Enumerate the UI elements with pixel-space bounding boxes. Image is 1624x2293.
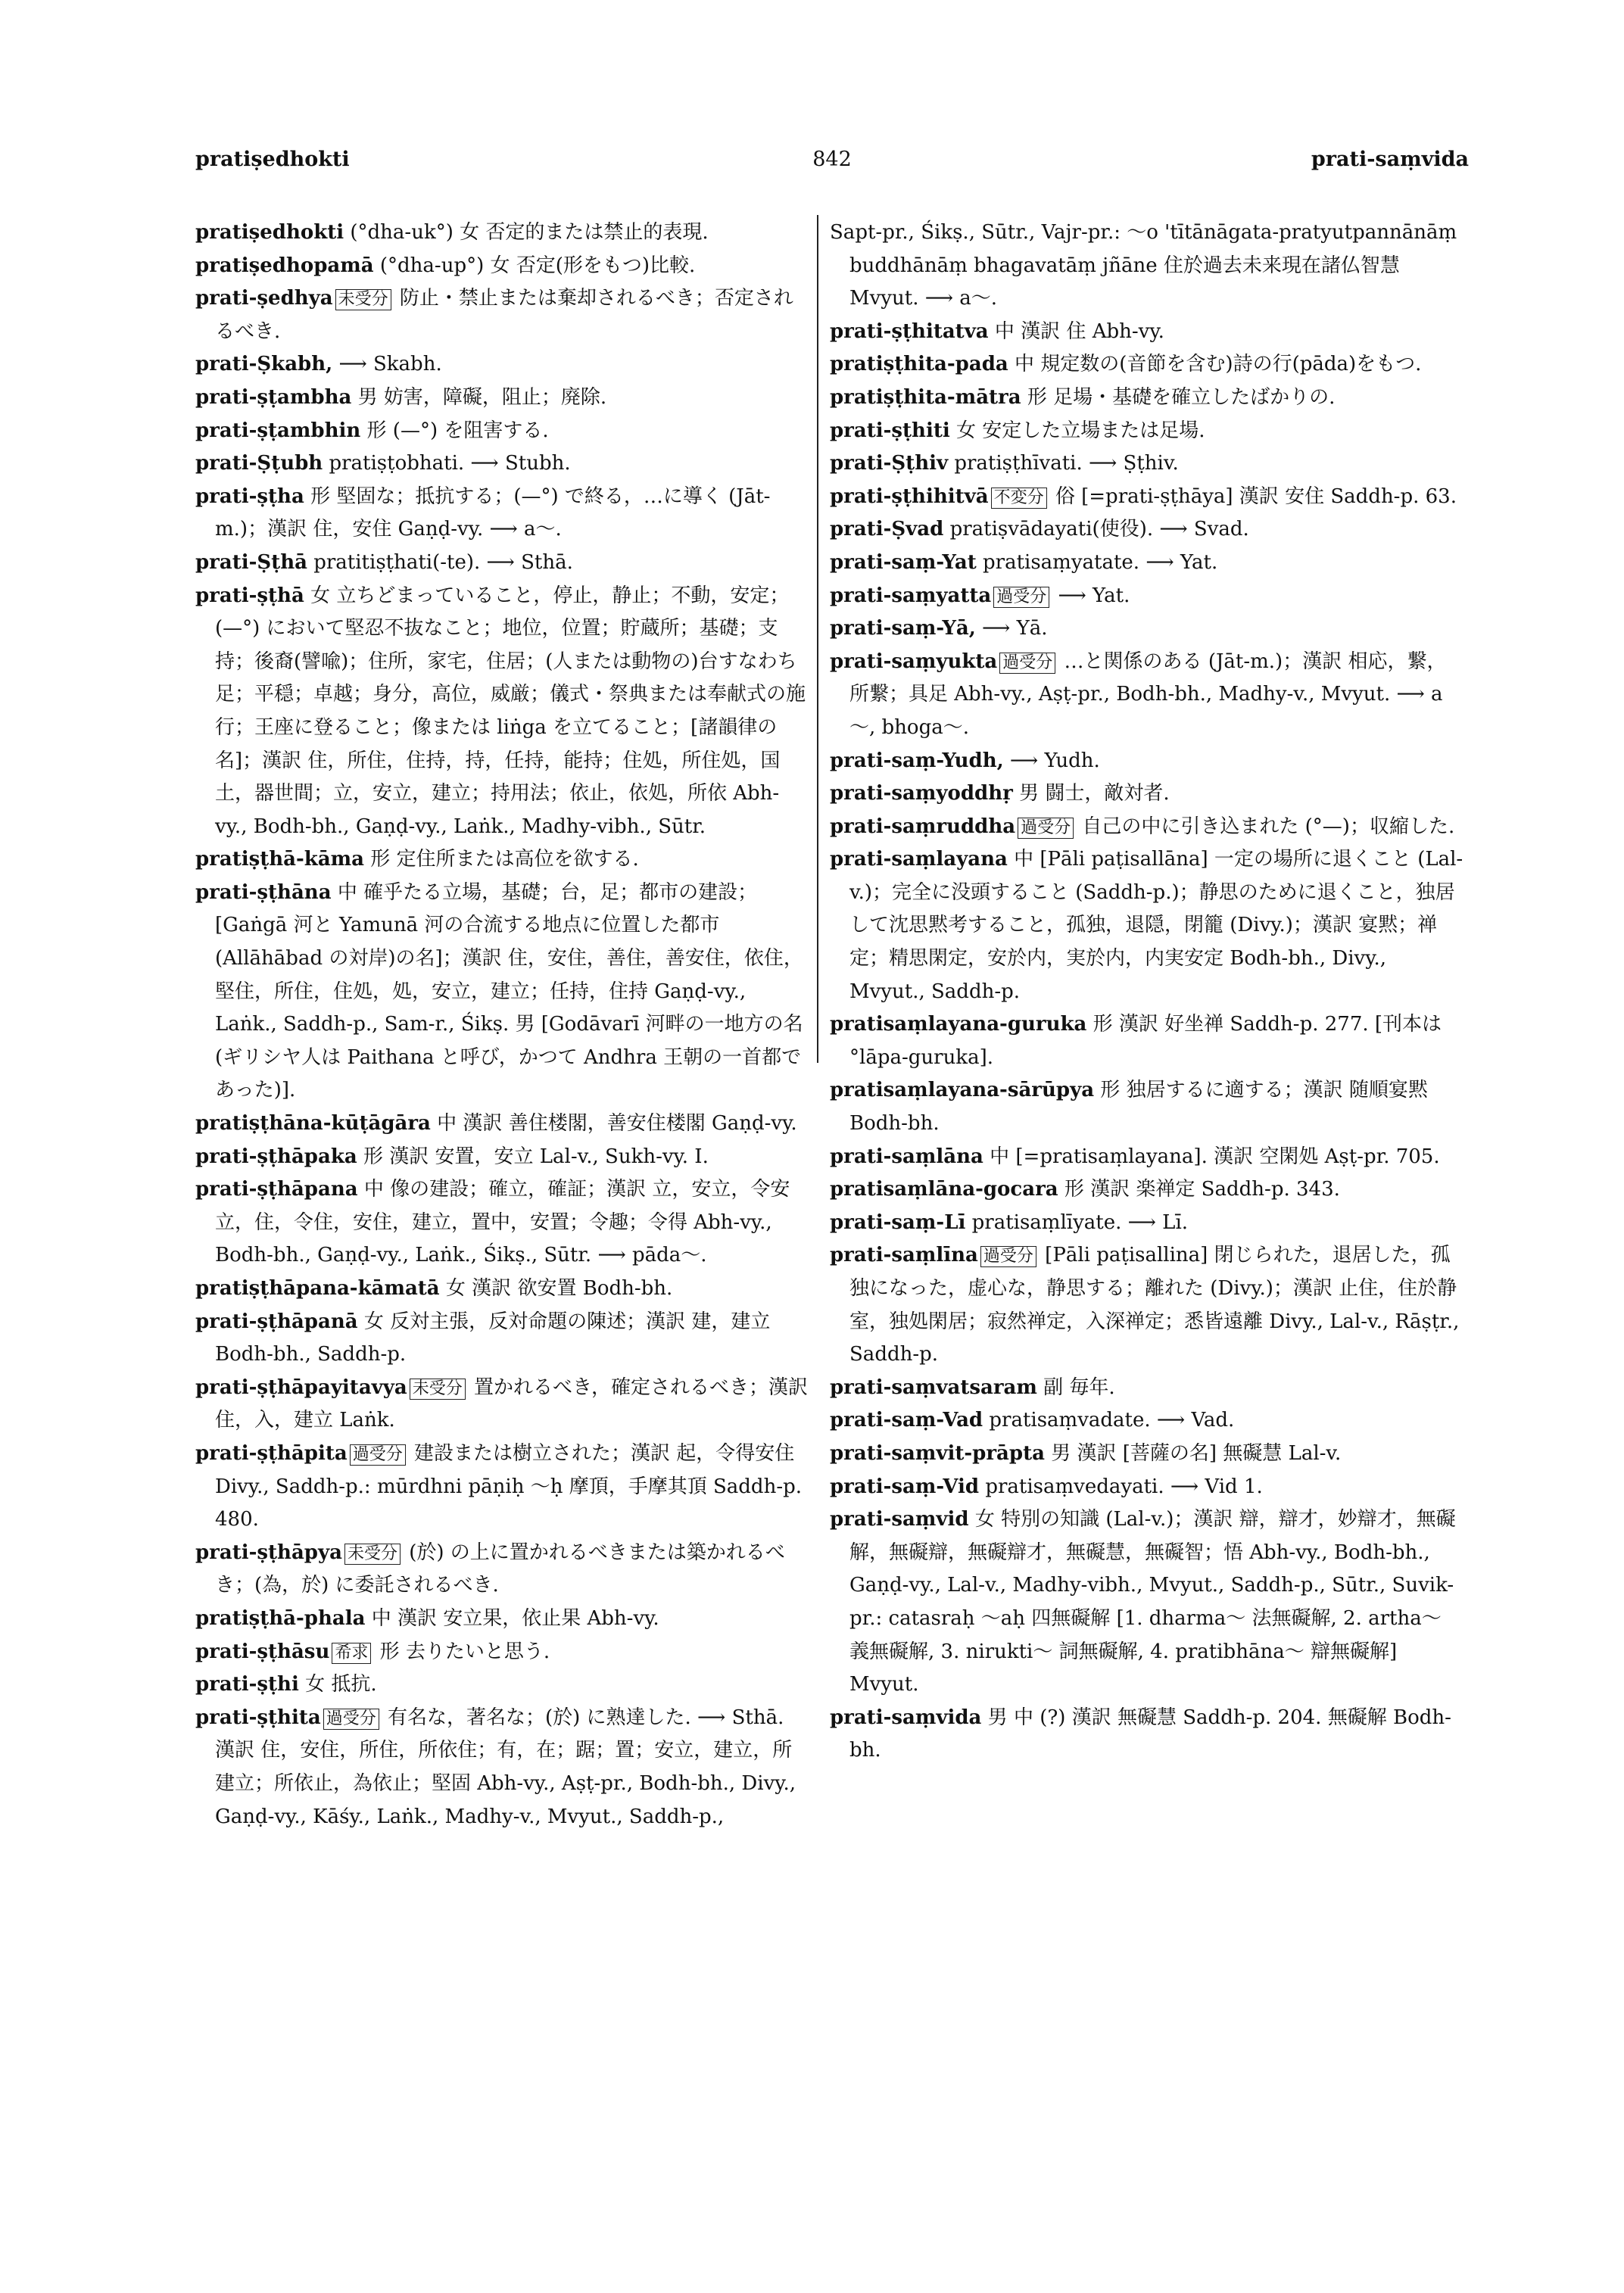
dictionary-entry [830,843,1466,1008]
dictionary-entry [195,1141,809,1174]
dictionary-entry [830,777,1466,811]
entry-headword: prati-ṣṭha [195,484,304,508]
grammar-badge: 過受分 [980,1246,1036,1267]
entry-headword: prati-saṃlīna [830,1244,978,1267]
entry-headword: prati-Ṣṭhā [195,550,307,574]
entry-definition: 男 漢訳 [菩薩の名] 無礙慧 Lal-v. [1044,1441,1342,1465]
dictionary-entry [830,1239,1466,1371]
entry-headword: prati-ṣṭhāpaka [195,1145,357,1168]
entry-definition: (°dha-uk°) 女 否定的または禁止的表現. [344,221,709,244]
entry-definition: 形 去りたいと思う. [373,1640,550,1663]
entry-headword: prati-saṃ-Vid [830,1475,980,1498]
entry-definition: 女 抵抗. [298,1673,377,1696]
dictionary-entry [830,217,1466,316]
entry-headword: prati-saṃvida [830,1706,982,1729]
header-guide-word-right: prati-saṃvida [1311,148,1469,171]
entry-definition: ⟶ Skabh. [332,353,442,376]
entry-definition: 中 漢訳 善住楼閣，善安住楼閣 Gaṇḍ-vy. [430,1112,797,1136]
dictionary-entry [195,1537,809,1603]
entry-definition: Sapt-pr., Śikṣ., Sūtr., Vajr-pr.: ～o 'tītānāgata-pratyutpannānāṃ buddhānāṃ bhagavatāṃ jñāne 住於過去未来現在諸仏智慧 Mvyut. ⟶ a～. [830,221,1457,310]
entry-definition: pratitiṣṭhati(-te). ⟶ Sthā. [307,550,573,574]
dictionary-entry [830,1207,1466,1240]
dictionary-entry [195,547,809,580]
entry-definition: …と関係のある (Jāt-m.)；漢訳 相応，繋，所繋；具足 Abh-vy., Aṣṭ-pr., Bodh-bh., Madhy-v., Mvyut. ⟶ a～, bhoga～. [849,650,1447,739]
dictionary-entry [830,1074,1466,1140]
entry-definition: pratisaṃlīyate. ⟶ Lī. [965,1210,1189,1234]
entry-definition: 形 足場・基礎を確立したばかりの. [1021,385,1336,409]
grammar-badge: 希求 [332,1643,371,1664]
entry-headword: pratiṣṭhāna-kūṭāgāra [195,1112,431,1136]
entry-headword: prati-saṃlāna [830,1145,983,1168]
dictionary-entry [195,843,809,877]
grammar-badge: 過受分 [1018,818,1074,839]
entry-headword: pratiṣṭhita-pada [830,353,1008,376]
dictionary-entry [830,580,1466,613]
dictionary-entry [830,1471,1466,1504]
entry-definition: ⟶ Yā. [975,617,1048,640]
entry-definition: 女 特別の知識 (Lal-v.)；漢訳 辯，辯才，妙辯才，無礙解，無礙辯，無礙辯才，無礙慧，無礙智；悟 Abh-vy., Bodh-bh., Gaṇḍ-vy., Lal-v., Madhy-vibh., Mvyut., Saddh-p., Sūtr., Suvik-pr.: catasraḥ ～aḥ 四無礙解 [1. dharma～ 法無礙解, 2. artha～ 義無礙解, 3. nirukti～ 詞無礙解, 4. pratibhāna～ 辯無礙解] Mvyut. [849,1508,1456,1696]
dictionary-entry [830,415,1466,448]
entry-definition: 中 規定数の(音節を含む)詩の行(pāda)をもつ. [1008,353,1422,376]
dictionary-entry [195,580,809,844]
entry-headword: prati-ṣṭhi [195,1673,299,1696]
right-column [830,217,1466,1768]
entry-headword: prati-saṃvatsaram [830,1375,1037,1399]
header-guide-word-left: pratiṣedhokti [195,148,350,171]
dictionary-entry [195,1702,809,1833]
entry-definition: 俗 [=prati-ṣṭhāya] 漢訳 安住 Saddh-p. 63. [1049,484,1457,508]
left-column [195,217,809,1833]
entry-definition: 中 [=pratisaṃlayana]. 漢訳 空閑処 Aṣṭ-pr. 705. [983,1145,1440,1168]
dictionary-entry [195,282,809,348]
grammar-badge: 未受分 [335,289,391,310]
grammar-badge: 不変分 [991,488,1047,509]
entry-headword: pratiṣṭhā-phala [195,1606,366,1630]
dictionary-entry [195,348,809,382]
entry-definition: 中 像の建設；確立，確証；漢訳 立，安立，令安立，住，令住，安住，建立，置中，安置；令趣；令得 Abh-vy., Bodh-bh., Gaṇḍ-vy., Laṅk., Śikṣ., Sūtr. ⟶ pāda～. [215,1178,790,1267]
dictionary-entry [195,1108,809,1141]
entry-headword: prati-ṣṭhitatva [830,319,989,343]
dictionary-entry [195,1306,809,1372]
dictionary-entry [195,1668,809,1702]
entry-headword: prati-ṣṭhāna [195,880,332,904]
entry-definition: 有名な，著名な；(於) に熟達した. ⟶ Sthā. 漢訳 住，安住，所住，所依住；有，在；踞；置；安立，建立，所建立；所依止，為依止；堅固 Abh-vy., Aṣṭ-pr., Bodh-bh., Divy., Gaṇḍ-vy., Kāśy., Laṅk., Madhy-v., Mvyut., Saddh-p., [215,1706,796,1828]
entry-definition: 形 漢訳 好坐禅 Saddh-p. 277. [刊本は °lāpa-guruka]. [849,1013,1442,1069]
entry-definition: pratiṣṭhīvati. ⟶ Ṣṭhiv. [948,452,1179,475]
entry-definition: 形 (—°) を阻害する. [360,419,549,442]
entry-headword: prati-saṃ-Yudh, [830,749,1004,772]
entry-headword: prati-saṃ-Yat [830,550,977,574]
entry-definition: ⟶ Yudh. [1003,749,1100,772]
entry-headword: prati-saṃvid [830,1508,969,1531]
entry-definition: 女 反対主張，反対命題の陳述；漢訳 建，建立 Bodh-bh., Saddh-p. [215,1310,771,1366]
entry-definition: pratisaṃvedayati. ⟶ Vid 1. [979,1475,1263,1498]
grammar-badge: 未受分 [344,1544,401,1565]
entry-headword: prati-saṃ-Vad [830,1409,983,1432]
entry-headword: prati-ṣedhya [195,287,333,310]
entry-definition: 中 [Pāli paṭisallāna] 一定の場所に退くこと (Lal-v.)；完全に没頭すること (Saddh-p.)；静思のために退くこと，独居して沈思黙考すること，孤独，退隠，閉籠 (Divy.)；漢訳 宴黙；禅定；精思閑定，安於内，実於内，内実安定 Bodh-bh., Divy., Mvyut., Saddh-p. [849,848,1463,1003]
dictionary-entry [830,1404,1466,1438]
entry-definition: 中 漢訳 住 Abh-vy. [988,319,1164,343]
dictionary-entry [195,250,809,283]
entry-headword: prati-saṃ-Yā, [830,617,976,640]
entry-headword: pratisaṃlāna-gocara [830,1178,1058,1201]
entry-headword: prati-saṃvit-prāpta [830,1441,1045,1465]
dictionary-entry [830,646,1466,745]
entry-headword: prati-ṣṭhāpita [195,1441,348,1465]
entry-headword: prati-saṃruddha [830,815,1016,838]
dictionary-entry [195,415,809,448]
entry-definition: ⟶ Yat. [1052,584,1130,607]
entry-headword: prati-ṣṭambha [195,385,352,409]
dictionary-entry [195,481,809,547]
entry-headword: prati-Ṣṭhiv [830,452,949,475]
entry-definition: 男 中 (?) 漢訳 無礙慧 Saddh-p. 204. 無礙解 Bodh-bh. [849,1706,1451,1762]
dictionary-entry [830,513,1466,547]
dictionary-entry [830,547,1466,580]
entry-headword: prati-Ṣṭubh [195,452,323,475]
dictionary-entry [195,1636,809,1669]
dictionary-entry [830,612,1466,646]
entry-headword: prati-saṃ-Lī [830,1210,966,1234]
column-divider [817,215,818,1063]
grammar-badge: 過受分 [350,1444,406,1466]
entry-headword: prati-ṣṭhita [195,1706,321,1729]
dictionary-entry [830,1372,1466,1405]
dictionary-entry [830,481,1466,514]
entry-definition: pratiṣvādayati(使役). ⟶ Svad. [943,518,1249,541]
page-header [195,148,1469,178]
entry-definition: 防止・禁止または棄却されるべき；否定されるべき. [215,287,793,343]
entry-definition: 形 独居するに適する；漢訳 随順宴黙 Bodh-bh. [849,1079,1428,1136]
entry-definition: 建設または樹立された；漢訳 起，令得安住 Divy., Saddh-p.: mūrdhni pāṇiḥ ～ḥ 摩頂，手摩其頂 Saddh-p. 480. [215,1441,803,1531]
dictionary-entry [195,1438,809,1537]
entry-headword: pratiṣṭhā-kāma [195,848,365,871]
entry-definition: 形 漢訳 安置，安立 Lal-v., Sukh-vy. I. [357,1145,709,1168]
entry-definition: 自己の中に引き込まれた (°—)；収縮した. [1076,815,1455,838]
dictionary-entry [830,1141,1466,1174]
entry-definition: 形 漢訳 楽禅定 Saddh-p. 343. [1058,1178,1340,1201]
entry-definition: (°dha-up°) 女 否定(形をもつ)比較. [373,254,696,277]
entry-definition: 中 確乎たる立場，基礎；台，足；都市の建設；[Gaṅgā 河と Yamunā 河の合流する地点に位置した都市(Allāhābad の対岸)の名]；漢訳 住，安住，善住，善安住，依住，堅住，所住，住処，処，安立，建立；任持，住持 Gaṇḍ-vy., Laṅk., Saddh-p., Sam-r., Śikṣ. 男 [Godāvarī 河畔の一地方の名(ギリシヤ人は Paithana と呼び，かつて Andhra 王朝の一首都であった)]. [215,880,803,1102]
entry-headword: prati-ṣṭhihitvā [830,484,989,508]
grammar-badge: 過受分 [999,653,1055,674]
entry-headword: prati-saṃyatta [830,584,992,607]
dictionary-entry [830,348,1466,382]
dictionary-entry [195,1273,809,1306]
entry-headword: prati-ṣṭhāpya [195,1541,342,1564]
page-number: 842 [812,148,852,171]
dictionary-entry [195,217,809,250]
entry-definition: pratiṣṭobhati. ⟶ Stubh. [323,452,571,475]
entry-headword: pratisaṃlayana-sārūpya [830,1079,1095,1102]
entry-definition: 中 漢訳 安立果，依止果 Abh-vy. [365,1606,659,1630]
grammar-badge: 過受分 [323,1709,379,1730]
entry-headword: prati-ṣṭhāpayitavya [195,1375,407,1399]
entry-definition: 形 定住所または高位を欲する. [364,848,639,871]
grammar-badge: 未受分 [410,1379,466,1400]
entry-definition: 男 妨害，障礙，阻止；廃除. [351,385,607,409]
dictionary-entry [830,1438,1466,1471]
dictionary-entry [830,1503,1466,1702]
dictionary-entry [830,1702,1466,1768]
entry-headword: prati-ṣṭhā [195,584,304,607]
entry-definition: pratisaṃyatate. ⟶ Yat. [976,550,1218,574]
entry-definition: 副 毎年. [1036,1375,1115,1399]
dictionary-entry [195,447,809,481]
entry-headword: prati-ṣṭhiti [830,419,950,442]
entry-headword: pratiṣṭhāpana-kāmatā [195,1277,440,1300]
dictionary-entry [830,1008,1466,1074]
entry-headword: prati-saṃyoddhṛ [830,782,1013,805]
entry-definition: (於) の上に置かれるべきまたは築かれるべき；(為，於) に委託されるべき. [215,1541,785,1597]
dictionary-entry [830,745,1466,778]
entry-headword: pratisaṃlayana-guruka [830,1013,1087,1036]
entry-definition: 女 安定した立場または足場. [949,419,1205,442]
dictionary-entry [195,877,809,1108]
grammar-badge: 過受分 [993,587,1049,608]
entry-headword: pratiṣedhokti [195,221,344,244]
entry-headword: prati-saṃlayana [830,848,1008,871]
dictionary-entry [195,1372,809,1438]
dictionary-entry [830,811,1466,844]
entry-definition: pratisaṃvadate. ⟶ Vad. [983,1409,1235,1432]
entry-definition: 女 立ちどまっていること，停止，静止；不動，安定；(—°) において堅忍不抜なこと；地位，位置；貯蔵所；基礎；支持；後裔(譬喩)；住所，家宅，住居；(人または動物の)台すなわち足；平穏；卓越；身分，高位，威厳；儀式・祭典または奉献式の施行；王座に登ること；像または liṅga を立てること；[諸韻律の名]；漢訳 住，所住，住持，持，任持，能持；住処，所住処，国土，器世間；立，安立，建立；持用法；依止，依処，所依 Abh-vy., Bodh-bh., Gaṇḍ-vy., Laṅk., Madhy-vibh., Sūtr. [215,584,806,838]
entry-definition: 形 堅固な；抵抗する；(—°) で終る，…に導く (Jāt-m.)；漢訳 住，安住 Gaṇḍ-vy. ⟶ a～. [215,484,771,541]
dictionary-entry [195,382,809,415]
entry-headword: pratiṣedhopamā [195,254,374,277]
entry-definition: 男 闘士，敵対者. [1012,782,1170,805]
entry-headword: prati-Ṣkabh, [195,353,333,376]
entry-headword: prati-saṃyukta [830,650,998,673]
entry-headword: prati-ṣṭhāpana [195,1178,358,1201]
entry-headword: prati-ṣṭhāsu [195,1640,330,1663]
entry-definition: [Pāli paṭisallina] 閉じられた，退居した，孤独になった，虚心な，静思する；離れた (Divy.)；漢訳 止住，住於静室，独処閑居；寂然禅定，入深禅定；悉皆遠離 Divy., Lal-v., Rāṣṭr., Saddh-p. [849,1244,1460,1366]
dictionary-entry [830,382,1466,415]
entry-definition: 女 漢訳 欲安置 Bodh-bh. [439,1277,673,1300]
entry-headword: prati-ṣṭambhin [195,419,361,442]
dictionary-entry [830,447,1466,481]
dictionary-entry [830,1173,1466,1207]
entry-definition: 置かれるべき，確定されるべき；漢訳 住，入，建立 Laṅk. [215,1375,808,1432]
entry-headword: prati-ṣṭhāpanā [195,1310,358,1333]
dictionary-entry [830,316,1466,349]
entry-headword: pratiṣṭhita-mātra [830,385,1021,409]
dictionary-entry [195,1603,809,1636]
entry-headword: prati-Ṣvad [830,518,944,541]
dictionary-entry [195,1173,809,1273]
